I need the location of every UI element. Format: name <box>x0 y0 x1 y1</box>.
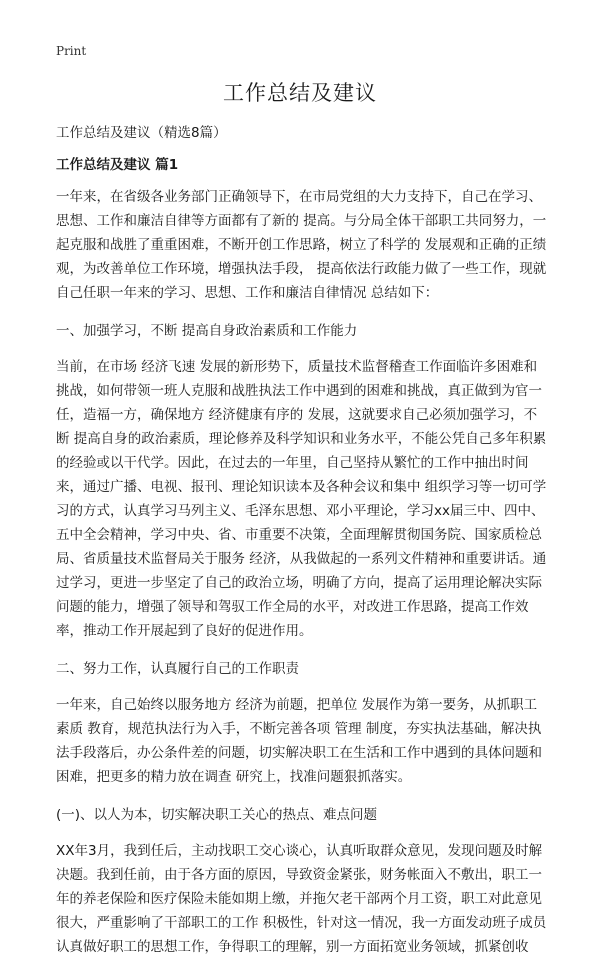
section-heading: 工作总结及建议 篇1 <box>56 157 179 173</box>
people-paragraph: XX年3月，我到任后，主动找职工交心谈心，认真听取群众意见，发现问题及时解决题。我到任前，由于各方面的原因，导致资金紧张，财务帐面入不敷出，职工一年的养老保险和医疗保险未能如期上缴，并拖欠老干部两个月工资，职工对此意见很大，严重影响了干部职工的工作 积极性，针对这一情况，我一方面发动班子成员认真做好职工的思想工作，争得职工的理解，别一方面拓宽业务领域，抓紧创收 <box>56 843 547 955</box>
document-subtitle: 工作总结及建议（精选8篇） <box>56 125 227 141</box>
document-title: 工作总结及建议 <box>223 81 377 105</box>
subheading-duty: 二、努力工作，认真履行自己的工作职责 <box>56 661 299 677</box>
study-paragraph: 当前，在市场 经济飞速 发展的新形势下，质量技术监督稽查工作面临许多困难和挑战，如何带领一班人克服和战胜执法工作中遇到的困难和挑战，真正做到为官一任，造福一方，确保地方 经济健康有序的 发展，这就要求自己必须加强学习，不断 提高自身的政治素质，理论修养及科学知识和业务水平，不能公凭自己多年积累的经验或以干代学。因此，在过去的一年里，自己坚持从繁忙的工作中抽出时间来，通过广播、电视、报刊、理论知识读本及各种会议和集中 组织学习等一切可学习的方式，认真学习马列主义、毛泽东思想、邓小平理论，学习xx届三中、四中、五中全会精神，学习中央、省、市重要不决策，全面理解贯彻国务院、国家质检总局、省质量技术监督局关于服务 经济，从我做起的一系列文件精神和重要讲话。通过学习，更进一步坚定了自己的政治立场，明确了方向，提高了运用理论解决实际问题的能力，增强了领导和驾驭工作全局的水平，对改进工作思路，提高工作效率，推动工作开展起到了良好的促进作用。 <box>56 359 547 639</box>
subheading-people: (一)、以人为本，切实解决职工关心的热点、难点问题 <box>56 807 378 823</box>
document-body <box>56 121 548 973</box>
print-label: Print <box>56 44 87 58</box>
intro-paragraph: 一年来，在省级各业务部门正确领导下，在市局党组的大力支持下，自己在学习、思想、工作和廉洁自律等方面都有了新的 提高。与分局全体干部职工共同努力，一起克服和战胜了重重困难，不断开创工作思路，树立了科学的 发展观和正确的正绩观，为改善单位工作环境，增强执法手段， 提高依法行政能力做了一些工作，现就自己任职一年来的学习、思想、工作和廉洁自律情况 总结如下： <box>56 189 547 301</box>
duty-paragraph: 一年来，自己始终以服务地方 经济为前题，把单位 发展作为第一要务，从抓职工素质 教育，规范执法行为入手，不断完善各项 管理 制度，夯实执法基础，解决执法手段落后，办公条件差的问题，切实解决职工在生活和工作中遇到的具体问题和困难，把更多的精力放在调查 研究上，找准问题狠抓落实。 <box>56 697 542 785</box>
subheading-study: 一、加强学习，不断 提高自身政治素质和工作能力 <box>56 323 358 339</box>
